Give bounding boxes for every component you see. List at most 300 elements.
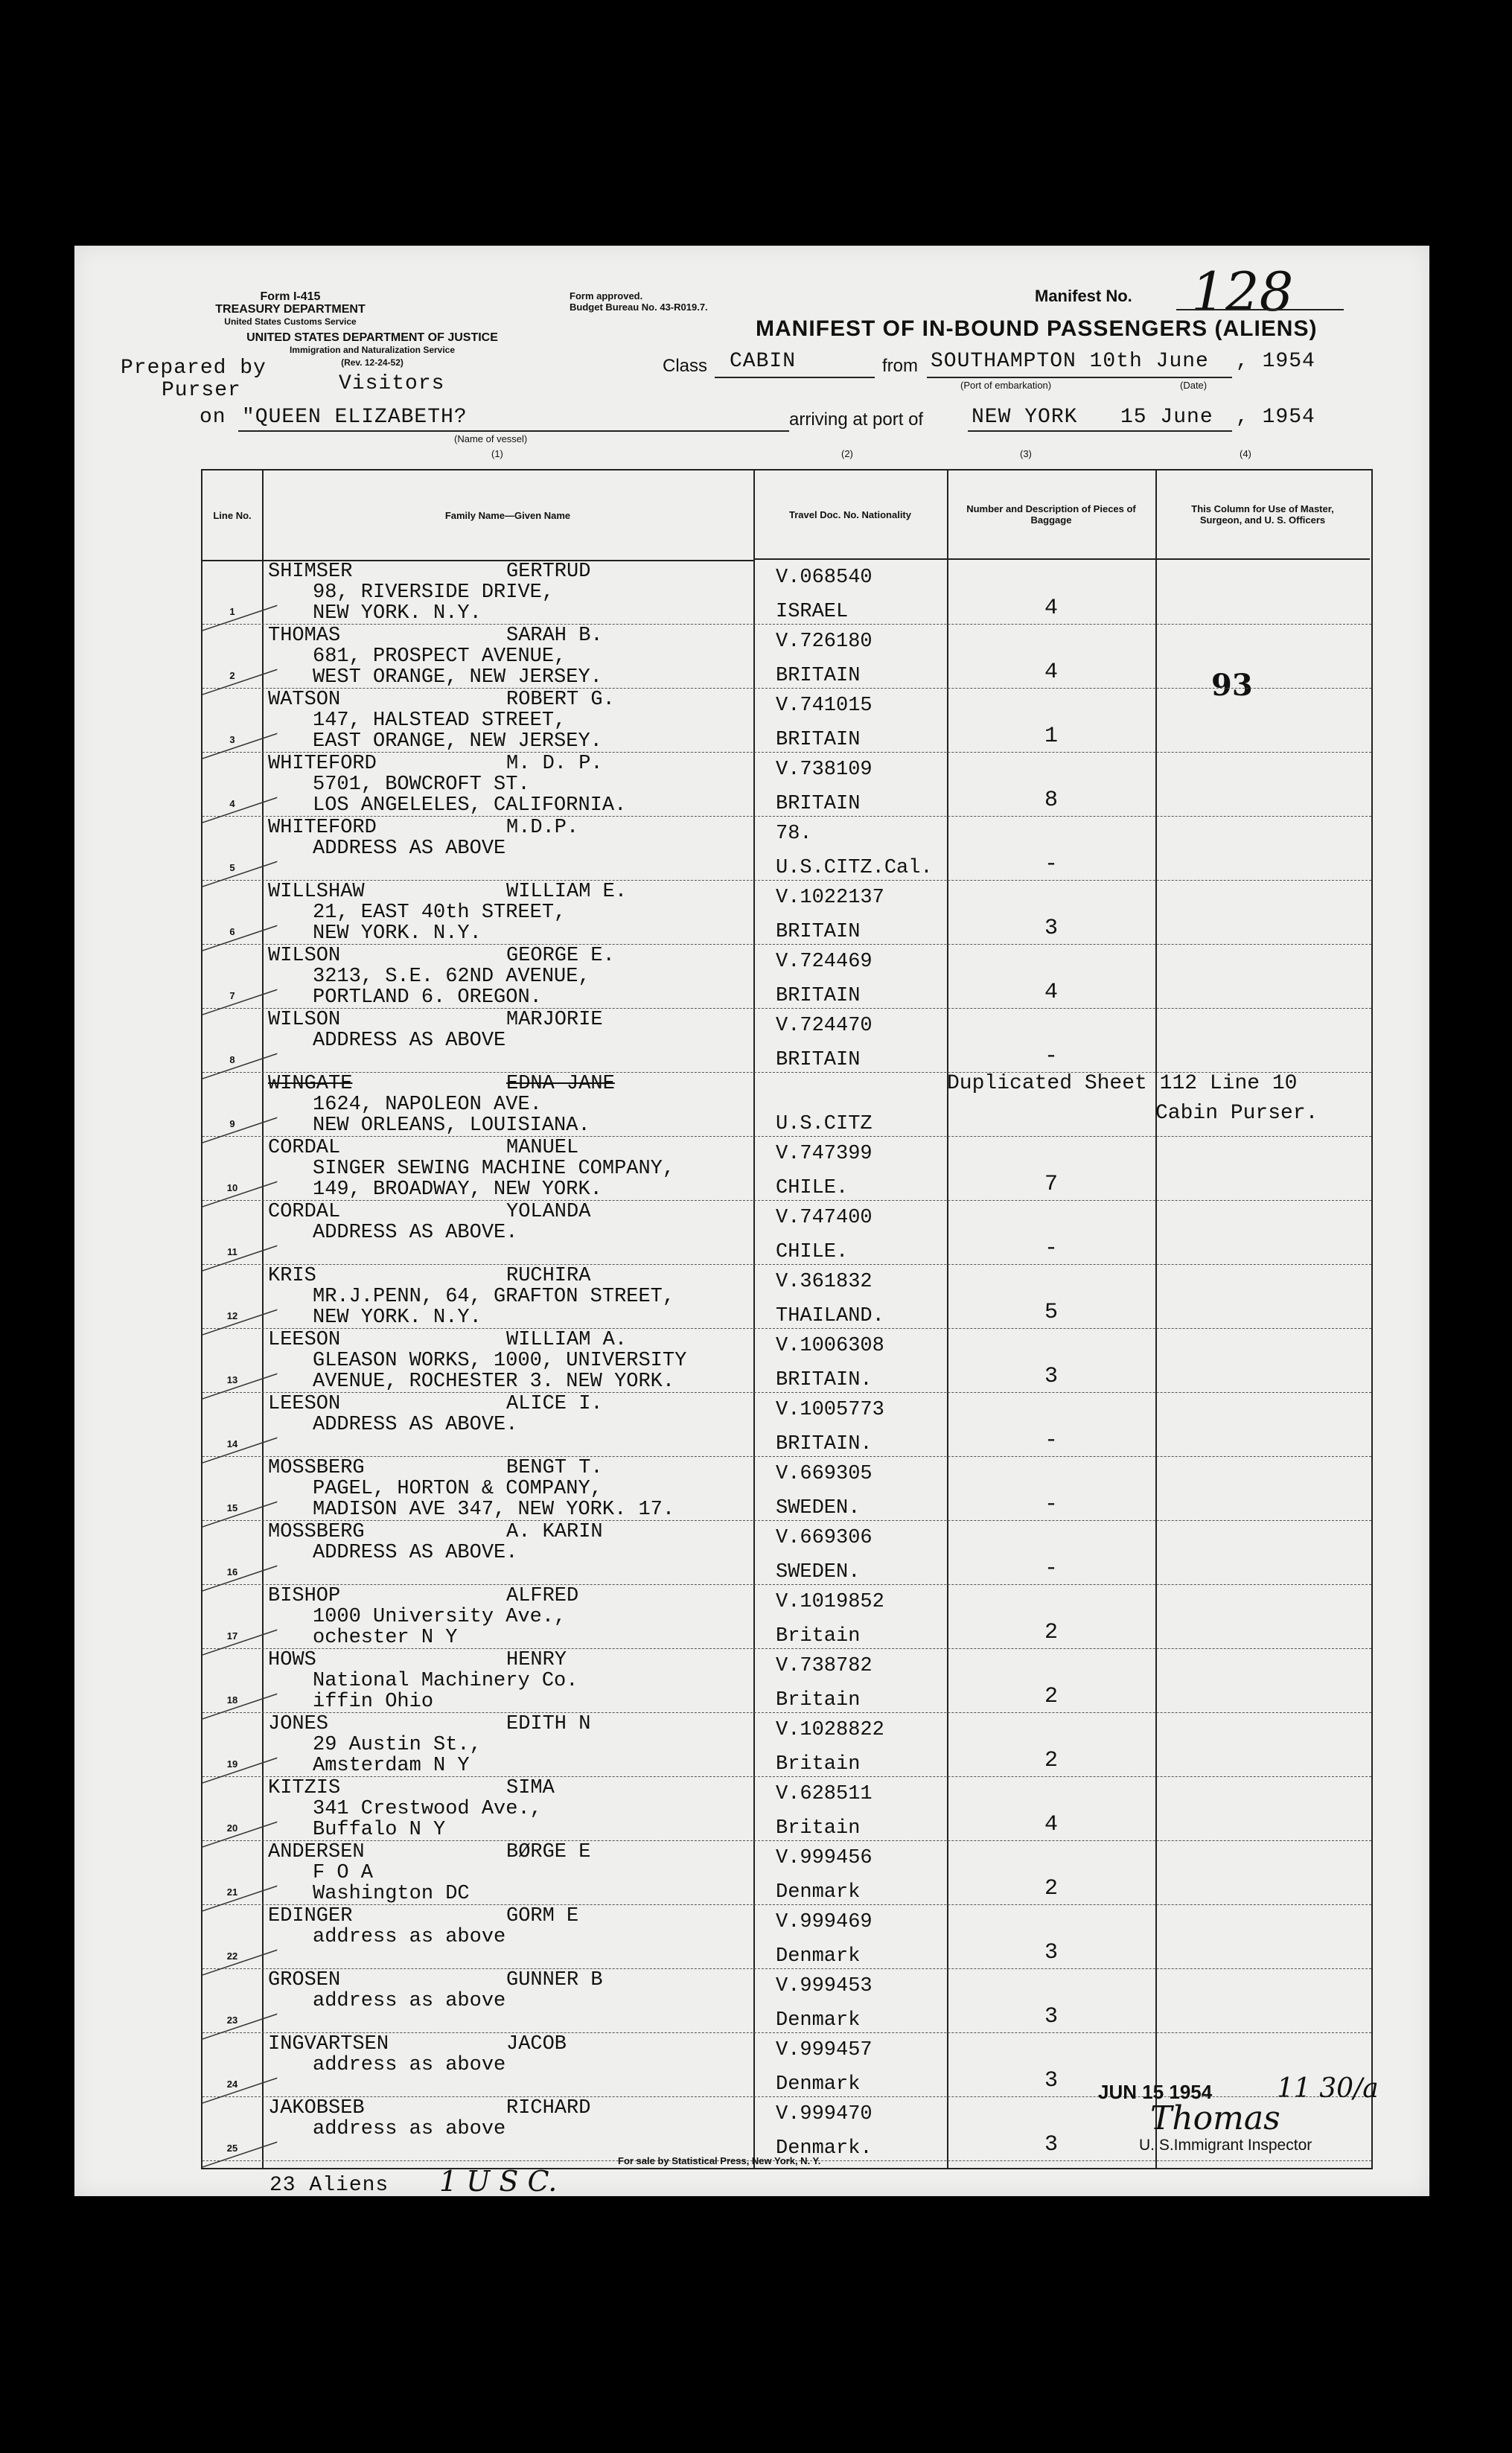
travel-doc-block	[776, 1592, 884, 1647]
justice-dept: UNITED STATES DEPARTMENT OF JUSTICE	[246, 331, 498, 344]
nationality: Britain	[776, 1753, 861, 1776]
from-year: , 1954	[1236, 350, 1315, 373]
family-name: INGVARTSEN	[268, 2033, 389, 2055]
family-name: JAKOBSEB	[268, 2097, 365, 2119]
given-name: M.D.P.	[506, 817, 579, 839]
travel-doc-block	[776, 1528, 873, 1583]
nationality: Britain	[776, 1817, 861, 1840]
address-line: MADISON AVE 347, NEW YORK. 17.	[313, 1499, 675, 1521]
line-number: 19	[226, 1758, 238, 1770]
travel-doc-block	[776, 1720, 884, 1775]
address-line: address as above	[313, 2118, 506, 2140]
travel-doc-block	[776, 759, 873, 814]
address-line: AVENUE, ROCHESTER 3. NEW YORK.	[313, 1371, 675, 1393]
address-line: MR.J.PENN, 64, GRAFTON STREET,	[313, 1286, 675, 1308]
address-line: EAST ORANGE, NEW JERSEY.	[313, 730, 602, 753]
nationality: Denmark	[776, 1945, 861, 1968]
nationality: BRITAIN.	[776, 1433, 873, 1455]
nationality: U.S.CITZ.Cal.	[776, 857, 933, 879]
line-number: 14	[226, 1438, 238, 1449]
given-name: EDITH N	[506, 1713, 591, 1735]
family-name: LEESON	[268, 1393, 341, 1415]
table-row	[202, 1648, 1371, 1713]
line-number: 6	[229, 926, 235, 937]
family-name: HOWS	[268, 1649, 316, 1671]
arriving-date: 15 June	[1120, 406, 1213, 429]
travel-doc-block	[776, 2040, 873, 2095]
nationality: BRITAIN	[776, 921, 861, 943]
travel-doc-number: V.1022137	[776, 887, 884, 909]
travel-doc-block	[776, 887, 884, 942]
line-number: 20	[226, 1822, 238, 1834]
family-name: KRIS	[268, 1265, 316, 1287]
travel-doc-number: V.999453	[776, 1975, 873, 1997]
address-line: iffin Ohio	[313, 1691, 434, 1713]
given-name: GORM E	[506, 1905, 579, 1927]
travel-doc-block	[776, 1656, 873, 1711]
baggage-count: 3	[1044, 2004, 1058, 2029]
prepared-by-block	[121, 357, 267, 402]
address-line: 147, HALSTEAD STREET,	[313, 709, 567, 732]
address-line: Buffalo N Y	[313, 1819, 446, 1841]
family-name: WILSON	[268, 945, 341, 967]
baggage-count: 3	[1044, 2068, 1058, 2093]
address-line: 149, BROADWAY, NEW YORK.	[313, 1178, 602, 1201]
arriving-port: NEW YORK	[972, 406, 1078, 429]
family-name: WINGATE	[268, 1073, 353, 1095]
travel-doc-block	[776, 951, 873, 1007]
given-name: ALICE I.	[506, 1393, 603, 1415]
given-name: RICHARD	[506, 2097, 591, 2119]
family-name: THOMAS	[268, 625, 341, 647]
address-line: ochester N Y	[313, 1627, 458, 1649]
passenger-name-block	[268, 1586, 578, 1648]
nationality: BRITAIN	[776, 793, 861, 815]
line-number: 17	[226, 1630, 238, 1642]
line-number: 4	[229, 798, 235, 809]
passenger-name-block	[268, 945, 615, 1008]
baggage-count: 4	[1044, 980, 1058, 1005]
baggage-count: 2	[1044, 1620, 1058, 1645]
address-line: 98, RIVERSIDE DRIVE,	[313, 581, 555, 604]
given-name: WILLIAM E.	[506, 881, 628, 903]
given-name: SARAH B.	[506, 625, 603, 647]
budget-block	[570, 290, 708, 313]
travel-doc-block	[776, 567, 873, 622]
travel-doc-block	[776, 1143, 873, 1199]
travel-doc-number: V.738782	[776, 1655, 873, 1677]
address-line: address as above	[313, 1990, 506, 2012]
family-name: BISHOP	[268, 1585, 341, 1607]
table-row	[202, 944, 1371, 1009]
customs-service: United States Customs Service	[224, 316, 357, 327]
family-name: WATSON	[268, 689, 341, 711]
passenger-name-block	[268, 2098, 590, 2140]
officer-mark: 93	[1211, 668, 1253, 703]
address-line: 3213, S.E. 62ND AVENUE,	[313, 966, 590, 988]
handwritten-fraction: 11 30/a	[1277, 2073, 1379, 2104]
family-name: ANDERSEN	[268, 1841, 365, 1863]
vessel-name: "QUEEN ELIZABETH?	[242, 406, 468, 429]
printer-line: For sale by Statistical Press, New York, N. Y.	[618, 2155, 821, 2166]
baggage-count: 3	[1044, 916, 1058, 941]
form-revision: (Rev. 12-24-52)	[341, 357, 403, 368]
usc-count: 1 U S C.	[439, 2165, 558, 2198]
table-row	[202, 1968, 1371, 2033]
travel-doc-block	[776, 1784, 873, 1839]
table-row	[202, 1264, 1371, 1329]
table-row	[202, 624, 1371, 689]
travel-doc-block	[776, 1208, 873, 1263]
line-number: 22	[226, 1950, 238, 1962]
line-number: 2	[229, 670, 235, 681]
travel-doc-number: V.999469	[776, 1911, 873, 1933]
baggage-count: 3	[1044, 1940, 1058, 1965]
passenger-name-block	[268, 1138, 674, 1200]
table-row	[202, 752, 1371, 817]
address-line: Washington DC	[313, 1883, 470, 1905]
passenger-name-block	[268, 689, 615, 752]
passenger-name-block	[268, 561, 590, 624]
table-row	[202, 1520, 1371, 1585]
from-value: SOUTHAMPTON 10th June	[931, 350, 1209, 373]
passenger-name-block	[268, 1970, 603, 2012]
nationality: CHILE.	[776, 1241, 849, 1263]
header-name: Family Name—Given Name	[262, 470, 753, 561]
passenger-name-block	[268, 817, 578, 859]
treasury-dept: TREASURY DEPARTMENT	[215, 303, 366, 316]
baggage-count: 7	[1044, 1172, 1058, 1197]
travel-doc-number: V.747399	[776, 1143, 873, 1165]
travel-doc-number: V.738109	[776, 759, 873, 781]
arriving-year: , 1954	[1236, 406, 1315, 429]
passenger-name-block	[268, 1074, 615, 1136]
given-name: EDNA JANE	[506, 1073, 615, 1095]
travel-doc-number: V.669305	[776, 1463, 873, 1485]
nationality: Denmark	[776, 2009, 861, 2032]
address-line: ADDRESS AS ABOVE	[313, 838, 506, 860]
arriving-label: arriving at port of	[789, 409, 924, 430]
given-name: MARJORIE	[506, 1009, 603, 1031]
given-name: A. KARIN	[506, 1521, 603, 1543]
travel-doc-number: V.741015	[776, 695, 873, 717]
family-name: CORDAL	[268, 1201, 341, 1223]
travel-doc-number: V.724470	[776, 1015, 873, 1037]
manifest-page	[74, 246, 1429, 2196]
passenger-name-block	[268, 1714, 590, 1776]
address-line: LOS ANGELELES, CALIFORNIA.	[313, 794, 627, 817]
line-number: 1	[229, 606, 235, 617]
table-row	[202, 1136, 1371, 1201]
nationality: Denmark	[776, 1881, 861, 1904]
address-line: ADDRESS AS ABOVE.	[313, 1542, 518, 1564]
address-line: 29 Austin St.,	[313, 1734, 482, 1756]
given-name: GUNNER B	[506, 1969, 603, 1991]
header-officers: This Column for Use of Master, Surgeon, and U. S. Officers	[1155, 470, 1370, 560]
line-number: 7	[229, 990, 235, 1001]
travel-doc-number: V.999456	[776, 1847, 873, 1869]
line-number: 13	[226, 1374, 238, 1385]
line-number: 25	[226, 2143, 238, 2154]
family-name: WILLSHAW	[268, 881, 365, 903]
inspector-title: U. S.Immigrant Inspector	[1139, 2137, 1312, 2154]
nationality: SWEDEN.	[776, 1497, 861, 1519]
travel-doc-block	[776, 695, 873, 750]
address-line: PAGEL, HORTON & COMPANY,	[313, 1478, 602, 1500]
address-line: GLEASON WORKS, 1000, UNIVERSITY	[313, 1350, 687, 1372]
line-number: 5	[229, 862, 235, 873]
col-num-2: (2)	[841, 448, 853, 459]
nationality: Denmark	[776, 2073, 861, 2096]
line-number: 11	[227, 1246, 237, 1257]
table-row	[202, 1392, 1371, 1457]
address-line: NEW YORK. N.Y.	[313, 1307, 482, 1329]
passenger-name-block	[268, 1330, 686, 1392]
family-name: WHITEFORD	[268, 753, 377, 775]
address-line: 1624, NAPOLEON AVE.	[313, 1094, 542, 1116]
given-name: JACOB	[506, 2033, 567, 2055]
family-name: JONES	[268, 1713, 329, 1735]
passenger-name-block	[268, 1778, 555, 1840]
travel-doc-block	[776, 823, 933, 878]
travel-doc-number: V.1005773	[776, 1399, 884, 1421]
given-name: WILLIAM A.	[506, 1329, 628, 1351]
table-row	[202, 1072, 1371, 1137]
duplicate-note: Cabin Purser.	[1155, 1102, 1318, 1125]
given-name: MANUEL	[506, 1137, 579, 1159]
address-line: 21, EAST 40th STREET,	[313, 902, 567, 924]
table-row	[202, 688, 1371, 753]
baggage-count: 4	[1044, 1812, 1058, 1837]
ins-service: Immigration and Naturalization Service	[289, 345, 456, 355]
travel-doc-number: V.999457	[776, 2039, 873, 2061]
passenger-name-block	[268, 1266, 674, 1328]
baggage-count: -	[1044, 1556, 1058, 1581]
address-line: F O A	[313, 1862, 374, 1884]
nationality: ISRAEL	[776, 601, 849, 623]
baggage-count: 4	[1044, 596, 1058, 621]
form-agency-block	[194, 290, 387, 328]
nationality: BRITAIN	[776, 985, 861, 1007]
header-baggage: Number and Description of Pieces of Baggage	[947, 470, 1155, 560]
nationality: BRITAIN	[776, 729, 861, 751]
header-line-no: Line No.	[202, 470, 262, 561]
given-name: GERTRUD	[506, 561, 591, 583]
passenger-name-block	[268, 1522, 603, 1563]
travel-doc-number	[776, 1079, 873, 1100]
header-travel-doc: Travel Doc. No. Nationality	[753, 470, 947, 560]
baggage-count: -	[1044, 1236, 1058, 1261]
baggage-count: 3	[1044, 1364, 1058, 1389]
address-line: NEW ORLEANS, LOUISIANA.	[313, 1114, 590, 1137]
travel-doc-block	[776, 1976, 873, 2031]
passenger-name-block	[268, 1394, 603, 1435]
address-line: ADDRESS AS ABOVE.	[313, 1222, 518, 1244]
line-number: 10	[226, 1182, 238, 1193]
table-row	[202, 1584, 1371, 1649]
on-label: on	[200, 406, 226, 429]
table-row	[202, 1904, 1371, 1969]
baggage-count: -	[1044, 852, 1058, 877]
port-caption: (Port of embarkation)	[960, 380, 1052, 391]
baggage-count: 2	[1044, 1876, 1058, 1901]
baggage-count: 1	[1044, 724, 1058, 749]
travel-doc-block	[776, 1464, 873, 1519]
address-line: NEW YORK. N.Y.	[313, 922, 482, 945]
line-number: 8	[229, 1054, 235, 1065]
visitors-label: Visitors	[339, 372, 445, 395]
passenger-name-block	[268, 753, 626, 816]
line-number: 23	[226, 2015, 238, 2026]
address-line: 1000 University Ave.,	[313, 1606, 567, 1628]
travel-doc-number: V.724469	[776, 951, 873, 973]
line-number: 9	[229, 1118, 235, 1129]
travel-doc-number: V.361832	[776, 1271, 873, 1293]
from-label: from	[882, 356, 918, 376]
baggage-count: -	[1044, 1492, 1058, 1517]
line-number: 21	[226, 1886, 238, 1898]
travel-doc-block	[776, 1079, 873, 1135]
table-row	[202, 1008, 1371, 1073]
col-num-3: (3)	[1020, 448, 1032, 459]
line-number: 18	[226, 1694, 238, 1706]
travel-doc-block	[776, 1015, 873, 1071]
address-line: address as above	[313, 2054, 506, 2076]
given-name: GEORGE E.	[506, 945, 615, 967]
family-name: MOSSBERG	[268, 1457, 365, 1479]
travel-doc-block	[776, 631, 873, 686]
travel-doc-number: V.726180	[776, 631, 873, 653]
family-name: EDINGER	[268, 1905, 353, 1927]
travel-doc-block	[776, 1848, 873, 1903]
travel-doc-number: V.1006308	[776, 1335, 884, 1357]
travel-doc-number: 78.	[776, 823, 812, 845]
travel-doc-number: V.669306	[776, 1527, 873, 1549]
table-row	[202, 1712, 1371, 1777]
passenger-name-block	[268, 1458, 674, 1520]
baggage-count: -	[1044, 1044, 1058, 1069]
nationality: THAILAND.	[776, 1305, 884, 1327]
table-row	[202, 1200, 1371, 1265]
line-number: 24	[226, 2079, 238, 2090]
col-num-1: (1)	[491, 448, 503, 459]
baggage-count: 8	[1044, 788, 1058, 813]
travel-doc-number: V.1028822	[776, 1719, 884, 1741]
address-line: ADDRESS AS ABOVE.	[313, 1414, 518, 1436]
given-name: YOLANDA	[506, 1201, 591, 1223]
inspector-signature: Thomas	[1150, 2099, 1280, 2137]
address-line: PORTLAND 6. OREGON.	[313, 986, 542, 1009]
travel-doc-number: V.068540	[776, 567, 873, 589]
address-line: Amsterdam N Y	[313, 1755, 470, 1777]
family-name: MOSSBERG	[268, 1521, 365, 1543]
nationality: BRITAIN	[776, 665, 861, 687]
baggage-count: 2	[1044, 1684, 1058, 1709]
address-line: ADDRESS AS ABOVE	[313, 1030, 506, 1052]
address-line: SINGER SEWING MACHINE COMPANY,	[313, 1158, 675, 1180]
manifest-number: 128	[1191, 261, 1294, 323]
nationality: U.S.CITZ	[776, 1113, 873, 1135]
passenger-table	[201, 469, 1373, 2169]
baggage-count: Duplicated Sheet 112 Line 10	[947, 1072, 1298, 1095]
nationality: CHILE.	[776, 1177, 849, 1199]
family-name: GROSEN	[268, 1969, 341, 1991]
family-name: WILSON	[268, 1009, 341, 1031]
nationality: Britain	[776, 1689, 861, 1712]
passenger-name-block	[268, 2034, 567, 2076]
line-number: 12	[226, 1310, 238, 1321]
table-row	[202, 880, 1371, 945]
form-number: Form I-415	[260, 290, 321, 303]
passenger-name-block	[268, 1009, 603, 1051]
table-row	[202, 1456, 1371, 1521]
nationality: BRITAIN.	[776, 1369, 873, 1391]
purser-label: Purser	[162, 379, 241, 402]
given-name: ROBERT G.	[506, 689, 615, 711]
baggage-count: 5	[1044, 1300, 1058, 1325]
travel-doc-number: V.628511	[776, 1783, 873, 1805]
travel-doc-block	[776, 1336, 884, 1391]
form-approved: Form approved.	[570, 290, 643, 302]
travel-doc-block	[776, 1912, 873, 1967]
passenger-name-block	[268, 1650, 578, 1712]
travel-doc-block	[776, 1400, 884, 1455]
nationality: SWEDEN.	[776, 1561, 861, 1583]
table-row	[202, 816, 1371, 881]
family-name: LEESON	[268, 1329, 341, 1351]
address-line: 681, PROSPECT AVENUE,	[313, 645, 567, 668]
nationality: Denmark.	[776, 2137, 873, 2160]
given-name: BENGT T.	[506, 1457, 603, 1479]
given-name: SIMA	[506, 1777, 555, 1799]
travel-doc-number: V.1019852	[776, 1591, 884, 1613]
aliens-count: 23 Aliens	[269, 2174, 389, 2197]
line-number: 15	[226, 1502, 238, 1513]
class-label: Class	[663, 356, 708, 376]
baggage-count: 2	[1044, 1748, 1058, 1773]
given-name: M. D. P.	[506, 753, 603, 775]
family-name: WHITEFORD	[268, 817, 377, 839]
line-number: 16	[226, 1566, 238, 1578]
family-name: SHIMSER	[268, 561, 353, 583]
manifest-label: Manifest No.	[1035, 287, 1132, 305]
class-value: CABIN	[730, 350, 797, 373]
address-line: 341 Crestwood Ave.,	[313, 1798, 542, 1820]
date-caption: (Date)	[1180, 380, 1208, 391]
address-line: 5701, BOWCROFT ST.	[313, 773, 530, 796]
given-name: ALFRED	[506, 1585, 579, 1607]
baggage-count: -	[1044, 1428, 1058, 1453]
address-line: WEST ORANGE, NEW JERSEY.	[313, 666, 602, 689]
inspection-stamp-date: JUN 15 1954	[1098, 2081, 1213, 2103]
nationality: Britain	[776, 1625, 861, 1647]
travel-doc-block	[776, 1272, 884, 1327]
manifest-title: MANIFEST OF IN-BOUND PASSENGERS (ALIENS)	[756, 316, 1318, 341]
travel-doc-number: V.999470	[776, 2103, 873, 2125]
vessel-caption: (Name of vessel)	[454, 433, 528, 444]
table-row	[202, 1328, 1371, 1393]
address-line: National Machinery Co.	[313, 1670, 578, 1692]
given-name: BØRGE E	[506, 1841, 591, 1863]
table-row	[202, 560, 1371, 625]
budget-bureau: Budget Bureau No. 43-R019.7.	[570, 302, 708, 313]
given-name: HENRY	[506, 1649, 567, 1671]
address-line: NEW YORK. N.Y.	[313, 602, 482, 625]
passenger-name-block	[268, 625, 603, 688]
passenger-name-block	[268, 1202, 590, 1243]
baggage-count: 4	[1044, 660, 1058, 685]
line-number: 3	[229, 734, 235, 745]
